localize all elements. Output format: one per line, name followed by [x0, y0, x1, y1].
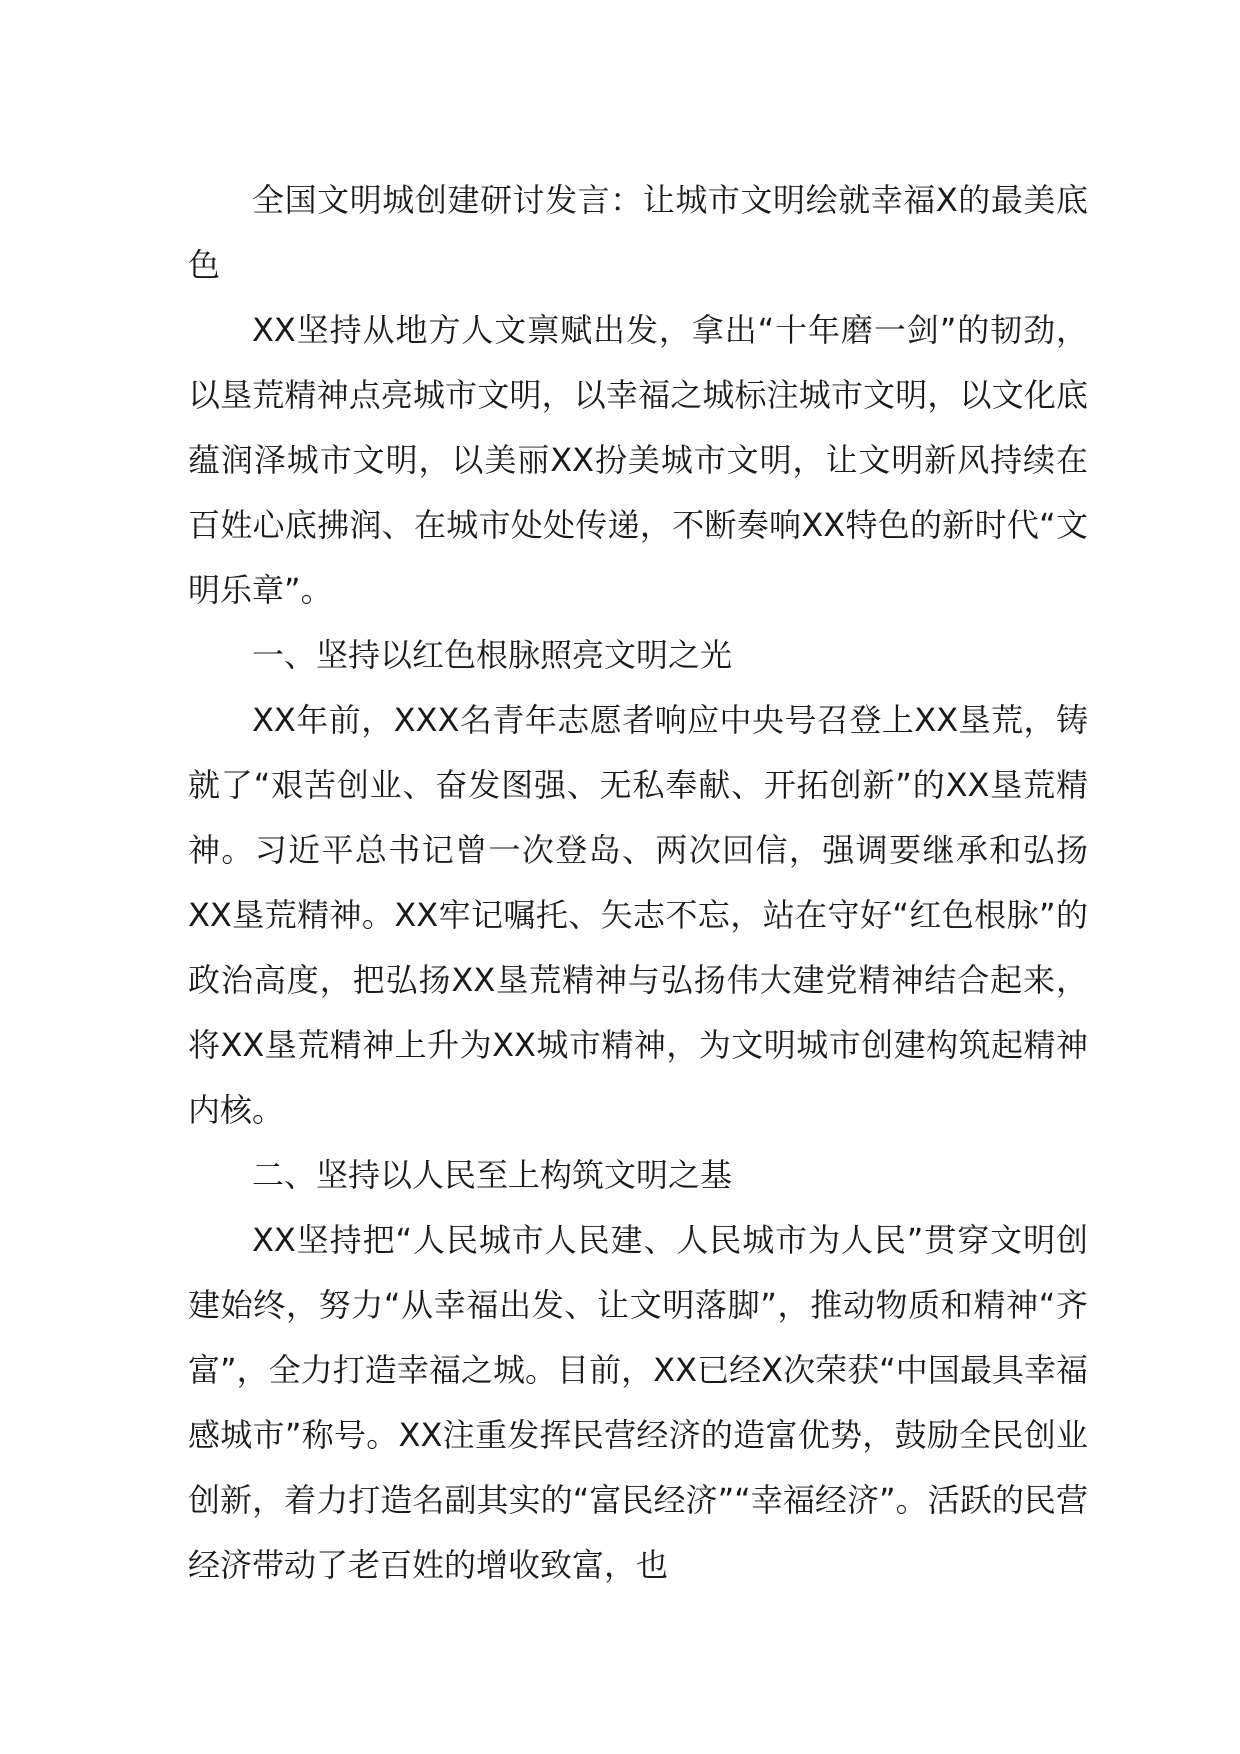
document-body [188, 168, 1088, 1598]
paragraph-section-1: XX年前，XXX名青年志愿者响应中央号召登上XX垦荒，铸就了“艰苦创业、奋发图强、无私奉献、开拓创新”的XX垦荒精神。习近平总书记曾一次登岛、两次回信，强调要继承和弘扬XX垦荒精神。XX牢记嘱托、矢志不忘，站在守好“红色根脉”的政治高度，把弘扬XX垦荒精神与弘扬伟大建党精神结合起来，将XX垦荒精神上升为XX城市精神，为文明城市创建构筑起精神内核。 [188, 701, 1088, 1129]
section-heading-2: 二、坚持以人民至上构筑文明之基 [252, 1156, 733, 1194]
document-title: 全国文明城创建研讨发言：让城市文明绘就幸福X的最美底色 [188, 181, 1088, 284]
paragraph-intro: XX坚持从地方人文禀赋出发，拿出“十年磨一剑”的韧劲，以垦荒精神点亮城市文明，以幸福之城标注城市文明，以文化底蕴润泽城市文明，以美丽XX扮美城市文明，让文明新风持续在百姓心底拂润、在城市处处传递，不断奏响XX特色的新时代“文明乐章”。 [188, 311, 1088, 609]
paragraph-section-2: XX坚持把“人民城市人民建、人民城市为人民”贯穿文明创建始终，努力“从幸福出发、让文明落脚”，推动物质和精神“齐富”，全力打造幸福之城。目前，XX已经X次荣获“中国最具幸福感城市”称号。XX注重发挥民营经济的造富优势，鼓励全民创业创新，着力打造名副其实的“富民经济”“幸福经济”。活跃的民营经济带动了老百姓的增收致富，也 [188, 1221, 1088, 1584]
section-heading-1: 一、坚持以红色根脉照亮文明之光 [252, 636, 733, 674]
